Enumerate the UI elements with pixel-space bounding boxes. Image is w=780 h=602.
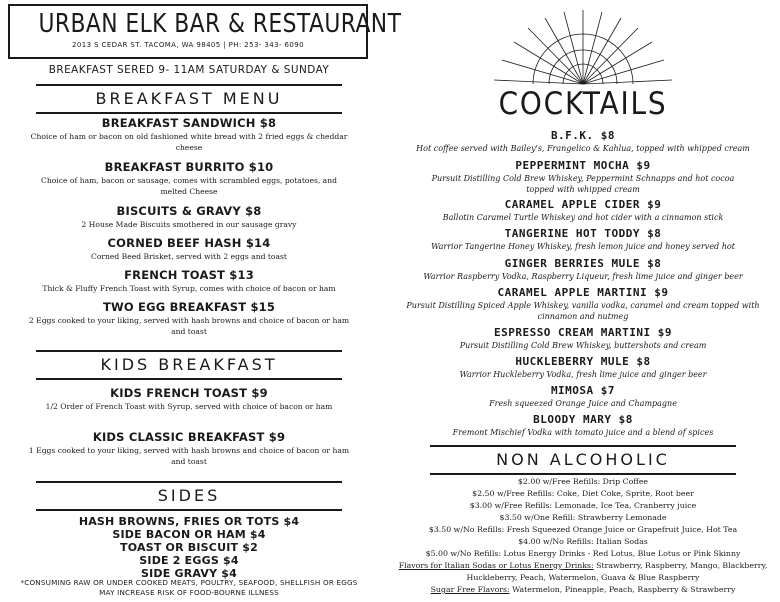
menu-item [20, 160, 358, 197]
cocktail-description: Pursuit Distilling Spiced Apple Whiskey, vanilla vodka, caramel and cream topped with cinnamon and nutmeg [406, 301, 760, 321]
item-name: FRENCH TOAST $13 [124, 268, 254, 282]
item-description: Corned Beed Brisket, served with 2 eggs and toast [91, 252, 287, 261]
breakfast-menu-heading: BREAKFAST MENU [36, 84, 342, 114]
item-description: 1 Eggs cooked to your liking, served with hash browns and choice of bacon or ham and toast [28, 446, 350, 466]
drink-price-line: $2.00 w/Free Refills: Drip Coffee [517, 477, 649, 486]
menu-item [20, 300, 358, 337]
menu-item [20, 236, 358, 262]
cocktail-name: ESPRESSO CREAM MARTINI $9 [493, 326, 673, 339]
menu-item [20, 116, 358, 153]
item-description: 2 House Made Biscuits smothered in our sausage gravy [81, 220, 297, 229]
cocktail-name: GINGER BERRIES MULE $8 [504, 257, 662, 270]
cocktail-description: Pursuit Distilling Cold Brew Whiskey, buttershots and cream [459, 341, 707, 350]
cocktail-description: Ballotin Caramel Turtle Whiskey and hot cider with a cinnamon stick [442, 213, 724, 222]
cocktail-description: Hot coffee served with Bailey's, Frangelico & Kahlua, topped with whipped cream [416, 144, 750, 153]
cocktail-name: CARAMEL APPLE MARTINI $9 [497, 286, 669, 299]
menu-item [20, 386, 358, 412]
cocktail-description: Warrior Raspberry Vodka, Raspberry Liqueur, fresh lime juice and ginger beer [423, 272, 743, 281]
item-name: BISCUITS & GRAVY $8 [116, 204, 262, 218]
cocktail-name: BLOODY MARY $8 [533, 413, 633, 426]
cocktail-description: Pursuit Distilling Cold Brew Whiskey, Peppermint Schnapps and hot cocoa topped with whipped cream [431, 174, 735, 194]
item-name: TWO EGG BREAKFAST $15 [102, 300, 276, 314]
flavors-line [386, 560, 780, 584]
sugar-free-label: Sugar Free Flavors: [430, 585, 510, 594]
cocktail-item [386, 285, 780, 322]
sides-heading: SIDES [36, 481, 342, 511]
cocktail-item [386, 158, 780, 195]
cocktail-name: HUCKLEBERRY MULE $8 [515, 355, 651, 368]
item-name: KIDS CLASSIC BREAKFAST $9 [92, 430, 286, 444]
drink-price-line: $3.50 w/No Refills: Fresh Squeezed Orange Juice or Grapefruit Juice, Hot Tea [428, 525, 738, 534]
drink-price-line: $3.50 w/One Refill: Strawberry Lemonade [499, 513, 667, 522]
right-column [386, 0, 780, 602]
side-item: SIDE BACON OR HAM $4 [112, 528, 266, 541]
cocktails-heading: COCKTAILS [498, 86, 668, 122]
item-name: BREAKFAST BURRITO $10 [104, 160, 274, 174]
item-name: BREAKFAST SANDWICH $8 [101, 116, 277, 130]
side-item: SIDE GRAVY $4 [141, 567, 237, 580]
restaurant-address: 2013 S CEDAR ST. TACOMA, WA 98405 | PH: 253- 343- 6090 [72, 41, 304, 49]
cocktail-item [386, 383, 780, 409]
menu-item [20, 268, 358, 294]
cocktail-description: Fresh squeezed Orange Juice and Champagne [489, 399, 677, 408]
sugar-free-line [386, 584, 780, 596]
cocktail-description: Warrior Tangerine Honey Whiskey, fresh lemon juice and honey served hot [431, 242, 735, 251]
drink-price-line: $5.00 w/No Refills: Lotus Energy Drinks - Red Lotus, Blue Lotus or Pink Skinny [425, 549, 741, 558]
cocktail-item [386, 412, 780, 438]
item-description: 2 Eggs cooked to your liking, served with hash browns and choice of bacon or ham and toast [28, 316, 350, 336]
sunburst-ornament [490, 8, 676, 86]
menu-item [20, 204, 358, 230]
flavors-text: Strawberry, Raspberry, Mango, Blackberry, Huckleberry, Peach, Watermelon, Guava & Blue Raspberry [466, 561, 768, 582]
side-item: TOAST OR BISCUIT $2 [120, 541, 258, 554]
cocktail-item [386, 256, 780, 282]
restaurant-name: URBAN ELK BAR & RESTAURANT [38, 9, 402, 39]
cocktail-item [386, 128, 780, 154]
non-alcoholic-list [386, 476, 780, 596]
restaurant-title-box [8, 4, 402, 59]
item-name: KIDS FRENCH TOAST $9 [110, 386, 268, 400]
item-description: 1/2 Order of French Toast with Syrup, served with choice of bacon or ham [45, 402, 333, 411]
cocktail-description: Fremont Mischief Vodka with tomato juice and a blend of spices [452, 428, 714, 437]
item-name: CORNED BEEF HASH $14 [107, 236, 271, 250]
side-item: SIDE 2 EGGS $4 [139, 554, 239, 567]
cocktail-name: PEPPERMINT MOCHA $9 [515, 159, 651, 172]
sides-list [20, 515, 358, 580]
drink-price-line: $4.00 w/No Refills: Italian Sodas [518, 537, 648, 546]
side-item: HASH BROWNS, FRIES OR TOTS $4 [78, 515, 300, 528]
cocktail-description: Warrior Huckleberry Vodka, fresh lime juice and ginger beer [459, 370, 707, 379]
item-description: Choice of ham, bacon or sausage, comes with scrambled eggs, potatoes, and melted Cheese [41, 176, 337, 196]
cocktail-item [386, 226, 780, 252]
cocktail-item [386, 197, 780, 223]
flavors-label: Flavors for Italian Sodas or Lotus Energy Drinks: [398, 561, 594, 570]
item-description: Thick & Fluffy French Toast with Syrup, comes with choice of bacon or ham [42, 284, 336, 293]
cocktail-name: MIMOSA $7 [550, 384, 616, 397]
cocktail-item [386, 325, 780, 351]
cocktail-name: B.F.K. $8 [550, 129, 616, 142]
breakfast-hours: BREAKFAST SERED 9- 11AM SATURDAY & SUNDAY [48, 63, 330, 76]
food-safety-disclaimer: *CONSUMING RAW OR UNDER COOKED MEATS, POULTRY, SEAFOOD, SHELLFISH OR EGGS MAY INCREASE RISK OF FOOD-BOURNE ILLNESS [20, 578, 358, 597]
kids-breakfast-heading: KIDS BREAKFAST [36, 350, 342, 380]
sugar-free-text: Watermelon, Pineapple, Peach, Raspberry & Strawberry [509, 585, 736, 594]
menu-item [20, 430, 358, 467]
cocktail-item [386, 354, 780, 380]
non-alcoholic-heading: NON ALCOHOLIC [430, 445, 736, 475]
cocktail-name: TANGERINE HOT TODDY $8 [504, 227, 662, 240]
cocktail-name: CARAMEL APPLE CIDER $9 [504, 198, 662, 211]
drink-price-line: $3.00 w/Free Refills: Lemonade, Ice Tea, Cranberry juice [469, 501, 697, 510]
drink-price-line: $2.50 w/Free Refills: Coke, Diet Coke, Sprite, Root beer [472, 489, 694, 498]
item-description: Choice of ham or bacon on old fashioned white bread with 2 fried eggs & cheddar cheese [30, 132, 348, 152]
